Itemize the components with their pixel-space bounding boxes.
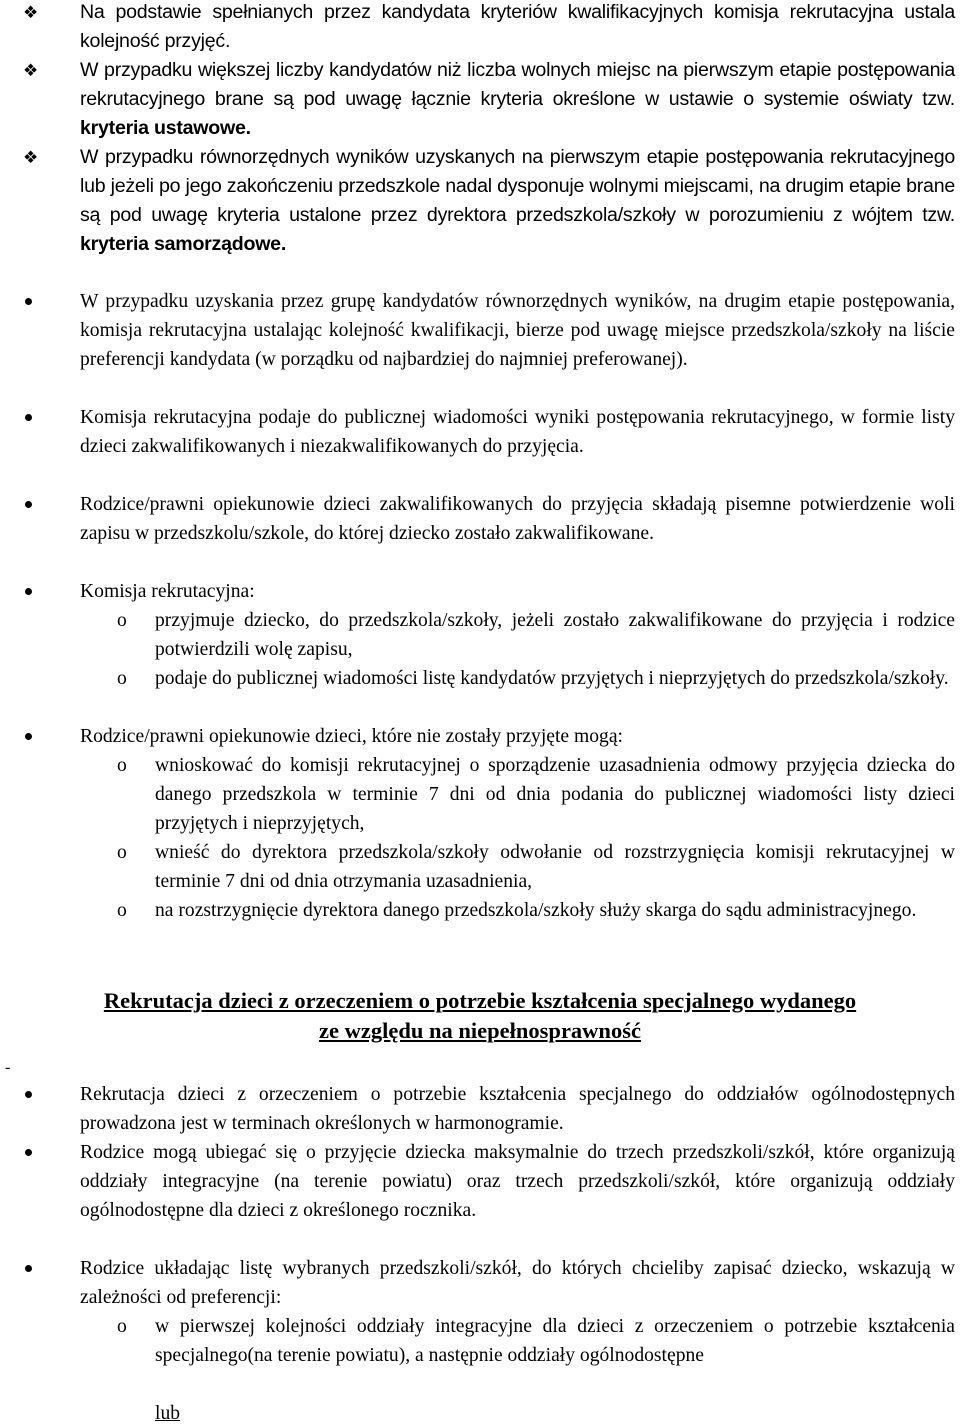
special-needs-paragraph	[80, 1080, 955, 1138]
special-needs-text: Rekrutacja dzieci z orzeczeniem o potrzebie kształcenia specjalnego do oddziałów ogólnodostępnych prowadzona jest w terminach określonych w harmonogramie.	[80, 1084, 955, 1134]
parents-subitem	[155, 751, 955, 838]
statutory-criteria-paragraph	[80, 56, 955, 143]
commission-subitem-text: podaje do publicznej wiadomości listę kandydatów przyjętych i nieprzyjętych do przedszkola/szkoły.	[155, 668, 949, 689]
sub-bullet-icon: o	[117, 755, 127, 776]
parents-text: Rodzice/prawni opiekunowie dzieci, które nie zostały przyjęte mogą:	[80, 726, 623, 747]
criteria-paragraph	[80, 0, 955, 56]
commission-paragraph	[80, 577, 955, 606]
bullet-icon	[23, 577, 73, 606]
commission-subitem-text: przyjmuje dziecko, do przedszkola/szkoły, jeżeli zostało zakwalifikowane do przyjęcia i rodzice potwierdzili wolę zapisu,	[155, 610, 955, 660]
bullet-icon	[23, 1138, 73, 1167]
results-paragraph	[80, 403, 955, 461]
sub-bullet-icon: o	[117, 900, 127, 921]
bullet-icon	[23, 722, 73, 751]
statutory-criteria-text: W przypadku większej liczby kandydatów niż liczba wolnych miejsc na pierwszym etapie postępowania rekrutacyjnego brane są pod uwagę łącznie kryteria określone w ustawie o systemie oświaty tzw.	[80, 59, 955, 110]
parents-paragraph	[80, 722, 955, 751]
results-text: Komisja rekrutacyjna podaje do publicznej wiadomości wyniki postępowania rekrutacyjnego, w formie listy dzieci zakwalifikowanych i niezakwalifikowanych do przyjęcia.	[80, 407, 955, 457]
stray-dash: -	[5, 1059, 11, 1076]
bullet-icon	[23, 403, 73, 432]
parents-subitem	[155, 896, 955, 925]
or-word-text: lub	[155, 1403, 181, 1424]
criteria-text: Na podstawie spełnianych przez kandydata kryteriów kwalifikacyjnych komisja rekrutacyjna ustala kolejność przyjęć.	[80, 1, 955, 52]
bullet-icon	[23, 1080, 73, 1109]
tie-break-paragraph	[80, 287, 955, 374]
choice-limit-paragraph	[80, 1138, 955, 1225]
parents-subitem-text: wnieść do dyrektora przedszkola/szkoły odwołanie od rozstrzygnięcia komisji rekrutacyjnej w terminie 7 dni od dnia otrzymania uzasadnienia,	[155, 842, 955, 892]
commission-text: Komisja rekrutacyjna:	[80, 581, 255, 602]
diamond-bullet-icon: ❖	[23, 3, 39, 22]
confirmation-text: Rodzice/prawni opiekunowie dzieci zakwalifikowanych do przyjęcia składają pisemne potwierdzenie woli zapisu w przedszkolu/szkole, do której dziecko zostało zakwalifikowane.	[80, 494, 955, 544]
sub-bullet-icon: o	[117, 842, 127, 863]
parents-subitem-text: na rozstrzygnięcie dyrektora danego przedszkola/szkoły służy skarga do sądu administracyjnego.	[155, 900, 917, 921]
local-criteria-term: kryteria samorządowe.	[80, 233, 287, 255]
diamond-bullet-icon: ❖	[23, 148, 39, 167]
bullet-icon	[23, 1254, 73, 1283]
tie-break-text: W przypadku uzyskania przez grupę kandydatów równorzędnych wyników, na drugim etapie postępowania, komisja rekrutacyjna ustalając kolejność kwalifikacji, bierze pod uwagę miejsce przedszkola/szkoły na liście preferencji kandydata (w porządku od najbardziej do najmniej preferowanej).	[80, 291, 955, 370]
preference-text: Rodzice układając listę wybranych przedszkoli/szkół, do których chcieliby zapisać dziecko, wskazują w zależności od preferencji:	[80, 1258, 955, 1308]
confirmation-paragraph	[80, 490, 955, 548]
section-heading-line-2: ze względu na niepełnosprawność	[319, 1018, 641, 1043]
sub-bullet-icon: o	[117, 668, 127, 689]
statutory-criteria-term: kryteria ustawowe.	[80, 117, 251, 139]
sub-bullet-icon: o	[117, 610, 127, 631]
section-heading-line-1: Rekrutacja dzieci z orzeczeniem o potrzebie kształcenia specjalnego wydanego	[103, 988, 857, 1013]
preference-paragraph	[80, 1254, 955, 1312]
diamond-bullet-icon: ❖	[23, 61, 39, 80]
local-criteria-paragraph	[80, 143, 955, 259]
preference-subitem	[155, 1312, 955, 1370]
section-heading	[5, 986, 955, 1046]
preference-subitem-text: w pierwszej kolejności oddziały integracyjne dla dzieci z orzeczeniem o potrzebie kształcenia specjalnego(na terenie powiatu), a następnie oddziały ogólnodostępne	[155, 1316, 955, 1366]
choice-limit-text: Rodzice mogą ubiegać się o przyjęcie dziecka maksymalnie do trzech przedszkoli/szkół, które organizują oddziały integracyjne (na terenie powiatu) oraz trzech przedszkoli/szkół, które organizują oddziały ogólnodostępne dla dzieci z określonego rocznika.	[80, 1142, 955, 1221]
sub-bullet-icon: o	[117, 1316, 127, 1337]
commission-subitem	[155, 606, 955, 664]
commission-subitem	[155, 664, 955, 693]
parents-subitem	[155, 838, 955, 896]
bullet-icon	[23, 490, 73, 519]
bullet-icon	[23, 287, 73, 316]
local-criteria-text: W przypadku równorzędnych wyników uzyskanych na pierwszym etapie postępowania rekrutacyjnego lub jeżeli po jego zakończeniu przedszkole nadal dysponuje wolnymi miejscami, na drugim etapie brane są pod uwagę kryteria ustalone przez dyrektora przedszkola/szkoły w porozumieniu z wójtem tzw.	[80, 146, 955, 226]
parents-subitem-text: wnioskować do komisji rekrutacyjnej o sporządzenie uzasadnienia odmowy przyjęcia dziecka do danego przedszkola w terminie 7 dni od dnia podania do publicznej wiadomości listy dzieci przyjętych i nieprzyjętych,	[155, 755, 955, 834]
or-word	[155, 1399, 955, 1428]
